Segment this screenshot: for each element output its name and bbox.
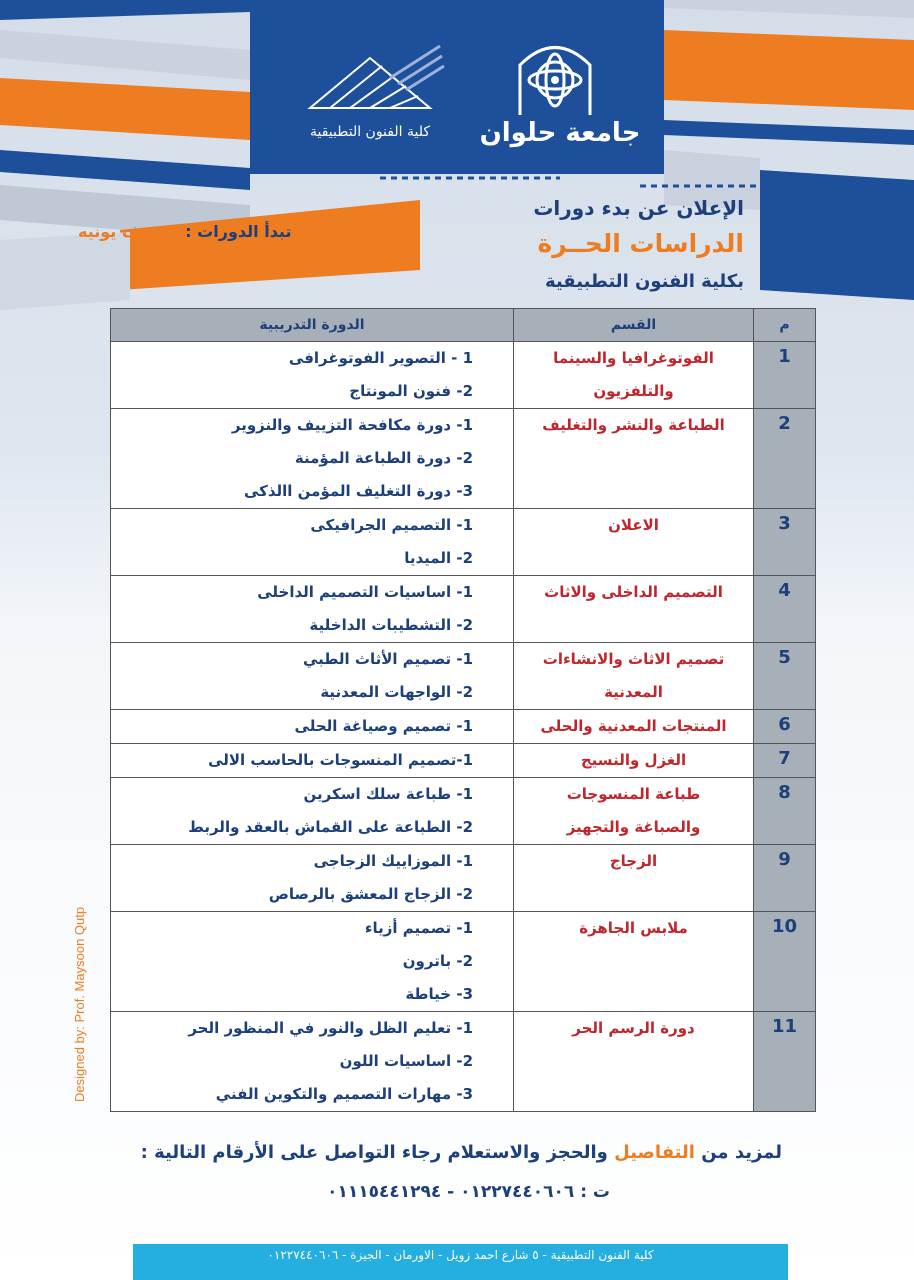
department-cell xyxy=(514,744,754,778)
row-number: 2 xyxy=(754,409,816,509)
department-name: الاعلان xyxy=(608,516,659,534)
announcement-subtitle: الدراسات الحــرة xyxy=(537,229,744,258)
row-number: 7 xyxy=(754,744,816,778)
course-cell xyxy=(111,342,514,409)
department-name: والصباغة والتجهيز xyxy=(566,818,701,836)
contact-part2: التفاصيل xyxy=(614,1142,695,1163)
courses-table xyxy=(110,308,816,1112)
table-row xyxy=(111,576,816,643)
table-row xyxy=(111,1012,816,1112)
department-cell xyxy=(514,710,754,744)
row-number: 3 xyxy=(754,509,816,576)
table-row xyxy=(111,710,816,744)
course-cell xyxy=(111,1012,514,1112)
course-item: 2- دورة الطباعة المؤمنة xyxy=(294,449,473,467)
row-number: 8 xyxy=(754,778,816,845)
course-item: 1- دورة مكافحة التزييف والنزوير xyxy=(231,416,473,434)
faculty-logo-text: كلية الفنون التطبيقية xyxy=(309,124,431,140)
start-label: تبدأ الدورات : xyxy=(179,222,292,241)
header-course: الدورة التدريبية xyxy=(111,309,514,342)
department-name: طباعة المنسوجات xyxy=(566,785,701,803)
course-cell xyxy=(111,576,514,643)
contact-text xyxy=(141,1142,782,1163)
table-header-row xyxy=(111,309,816,342)
department-cell xyxy=(514,778,754,845)
department-cell xyxy=(514,576,754,643)
course-cell xyxy=(111,778,514,845)
course-cell xyxy=(111,710,514,744)
course-item: 3- مهارات التصميم والتكوين الفني xyxy=(215,1085,473,1103)
row-number: 10 xyxy=(754,912,816,1012)
department-name: والتلفزيون xyxy=(593,382,674,400)
designer-credit: Designed by: Prof. Maysoon Qutp xyxy=(72,906,87,1102)
table-row xyxy=(111,845,816,912)
department-name: ملابس الجاهزة xyxy=(579,919,688,937)
course-item: 1- اساسيات التصميم الداخلى xyxy=(257,583,473,601)
department-cell xyxy=(514,509,754,576)
row-number: 1 xyxy=(754,342,816,409)
course-item: 1- تصميم وصياغة الحلى xyxy=(294,717,473,735)
table-row xyxy=(111,509,816,576)
table-row xyxy=(111,643,816,710)
announcement-title: الإعلان عن بدء دورات xyxy=(533,196,744,220)
course-item: 2- الزجاج المعشق بالرصاص xyxy=(268,885,473,903)
table-row xyxy=(111,409,816,509)
announcement-block xyxy=(533,190,744,302)
department-cell xyxy=(514,342,754,409)
contact-part3: والحجز والاستعلام رجاء التواصل على الأرقام التالية : xyxy=(140,1142,615,1163)
department-cell xyxy=(514,845,754,912)
course-item: 2- الواجهات المعدنية xyxy=(320,683,473,701)
course-cell xyxy=(111,744,514,778)
department-cell xyxy=(514,1012,754,1112)
table-row xyxy=(111,342,816,409)
course-item: 2- الميديا xyxy=(404,549,473,567)
row-number: 6 xyxy=(754,710,816,744)
university-logo-text: جامعة حلوان xyxy=(479,118,641,148)
course-item: 2- التشطيبات الداخلية xyxy=(309,616,473,634)
row-number: 4 xyxy=(754,576,816,643)
course-item: 3- خياطة xyxy=(405,985,473,1003)
course-cell xyxy=(111,409,514,509)
course-item: 1- تصميم الأثاث الطبي xyxy=(302,650,473,668)
header-department: القسم xyxy=(514,309,754,342)
header-num: م xyxy=(754,309,816,342)
table-row xyxy=(111,744,816,778)
department-name: دورة الرسم الحر xyxy=(572,1019,695,1037)
department-cell xyxy=(514,409,754,509)
start-date xyxy=(78,222,291,241)
course-item: 1- تعليم الظل والنور في المنظور الحر xyxy=(188,1019,473,1037)
start-value: منتصف يونيه xyxy=(78,222,180,241)
course-cell xyxy=(111,845,514,912)
course-item: 2- فنون المونتاج xyxy=(349,382,473,400)
course-item: 1- الموزاييك الزجاجى xyxy=(313,852,473,870)
course-item: 1 - التصوير الفوتوغرافى xyxy=(288,349,473,367)
row-number: 11 xyxy=(754,1012,816,1112)
department-name: المنتجات المعدنية والحلى xyxy=(540,717,727,735)
course-item: 1- التصميم الجرافيكى xyxy=(310,516,473,534)
course-cell xyxy=(111,643,514,710)
course-item: 1- تصميم أزياء xyxy=(364,919,473,937)
course-cell xyxy=(111,912,514,1012)
department-name: الزجاج xyxy=(609,852,658,870)
department-name: الغزل والنسيج xyxy=(580,751,687,769)
course-cell xyxy=(111,509,514,576)
department-cell xyxy=(514,912,754,1012)
department-name: الطباعة والنشر والتغليف xyxy=(542,416,725,434)
course-item: 2- الطباعة على القماش بالعقد والربط xyxy=(188,818,473,836)
course-item: 1- طباعة سلك اسكرين xyxy=(303,785,473,803)
row-number: 9 xyxy=(754,845,816,912)
announcement-faculty: بكلية الفنون التطبيقية xyxy=(545,271,744,292)
course-item: 2- باترون xyxy=(402,952,473,970)
contact-part1: لمزيد من xyxy=(694,1142,782,1163)
department-cell xyxy=(514,643,754,710)
row-number: 5 xyxy=(754,643,816,710)
department-name: التصميم الداخلى والاثاث xyxy=(544,583,723,601)
department-name: الفوتوغرافيا والسينما xyxy=(553,349,714,367)
department-name: تصميم الاثاث والانشاءات xyxy=(542,650,725,668)
course-item: 2- اساسيات اللون xyxy=(339,1052,473,1070)
contact-phones: ت : ٠١٢٢٧٤٤٠٦٠٦ - ٠١١١٥٤٤١٢٩٤ xyxy=(327,1182,610,1202)
table-row xyxy=(111,912,816,1012)
table-row xyxy=(111,778,816,845)
course-item: 3- دورة التغليف المؤمن االذكى xyxy=(243,482,473,500)
course-item: 1-تصميم المنسوجات بالحاسب الالى xyxy=(208,751,473,769)
department-name: المعدنية xyxy=(604,683,663,701)
footer-address: كلية الفنون التطبيقية - ٥ شارع احمد زويل - الاورمان - الجيزة - ٠١٢٢٧٤٤٠٦٠٦ xyxy=(133,1244,788,1280)
